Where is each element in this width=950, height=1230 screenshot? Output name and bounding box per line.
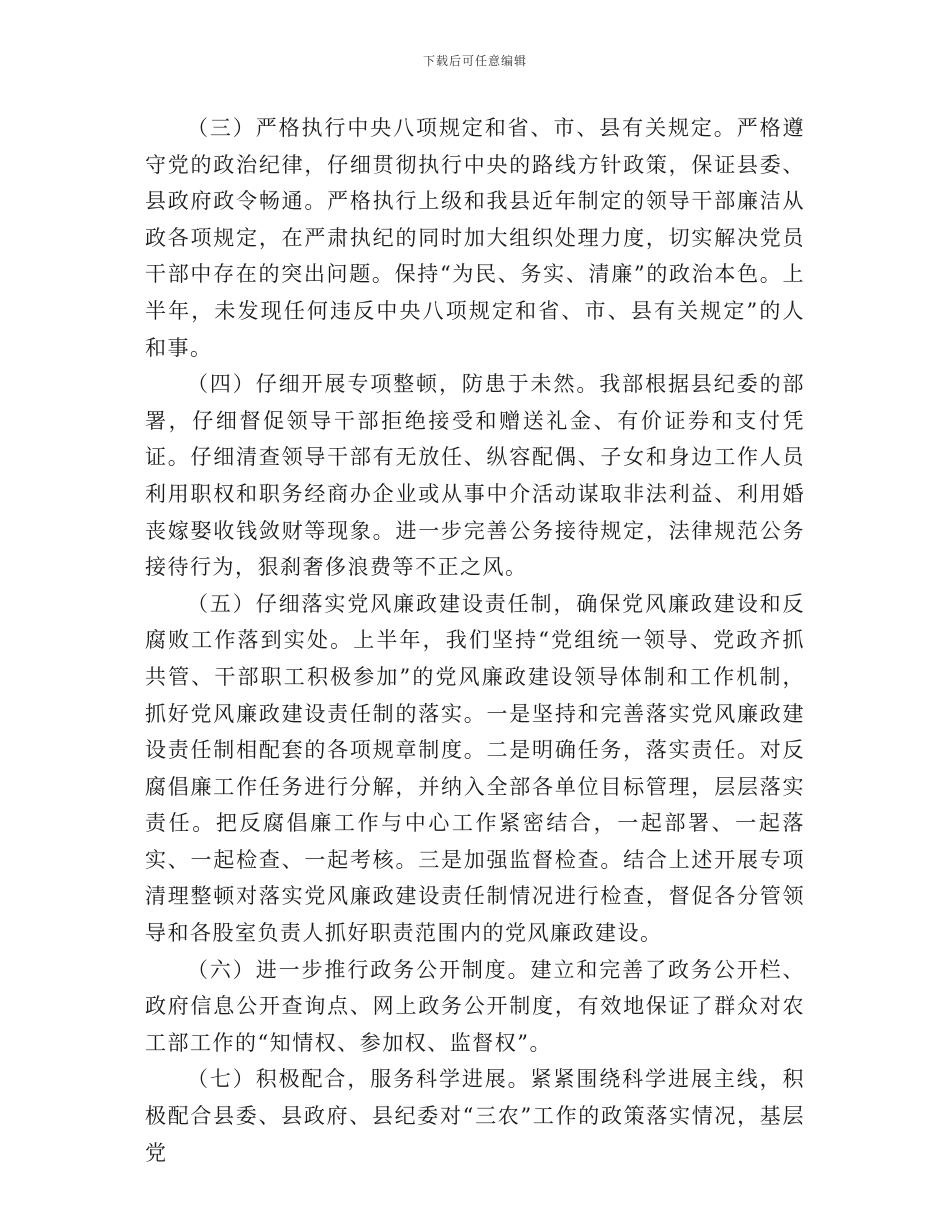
paragraph-7: （七）积极配合，服务科学进展。紧紧围绕科学进展主线，积极配合县委、县政府、县纪委对“三农”工作的政策落实情况，基层党 [145,1067,805,1165]
document-body [145,110,805,1171]
page-header: 下载后可任意编辑 [422,54,527,68]
paragraph-4: （四）仔细开展专项整顿，防患于未然。我部根据县纪委的部署，仔细督促领导干部拒绝接受和赠送礼金、有价证券和支付凭证。仔细清查领导干部有无放任、纵容配偶、子女和身边工作人员利用职权和职务经商办企业或从事中介活动谋取非法利益、利用婚丧嫁娶收钱敛财等现象。进一步完善公务接待规定，法律规范公务接待行为，狠刹奢侈浪费等不正之风。 [145,372,805,580]
paragraph-5: （五）仔细落实党风廉政建设责任制，确保党风廉政建设和反腐败工作落到实处。上半年，我们坚持“党组统一领导、党政齐抓共管、干部职工积极参加”的党风廉政建设领导体制和工作机制，抓好党风廉政建设责任制的落实。一是坚持和完善落实党风廉政建设责任制相配套的各项规章制度。二是明确任务，落实责任。对反腐倡廉工作任务进行分解，并纳入全部各单位目标管理，层层落实责任。把反腐倡廉工作与中心工作紧密结合，一起部署、一起落实、一起检查、一起考核。三是加强监督检查。结合上述开展专项清理整顿对落实党风廉政建设责任制情况进行检查，督促各分管领导和各股室负责人抓好职责范围内的党风廉政建设。 [145,591,805,946]
paragraph-6: （六）进一步推行政务公开制度。建立和完善了政务公开栏、政府信息公开查询点、网上政务公开制度，有效地保证了群众对农工部工作的“知情权、参加权、监督权”。 [145,957,805,1055]
paragraph-3: （三）严格执行中央八项规定和省、市、县有关规定。严格遵守党的政治纪律，仔细贯彻执行中央的路线方针政策，保证县委、县政府政令畅通。严格执行上级和我县近年制定的领导干部廉洁从政各项规定，在严肃执纪的同时加大组织处理力度，切实解决党员干部中存在的突出问题。保持“为民、务实、清廉”的政治本色。上半年，未发现任何违反中央八项规定和省、市、县有关规定”的人和事。 [145,116,805,360]
